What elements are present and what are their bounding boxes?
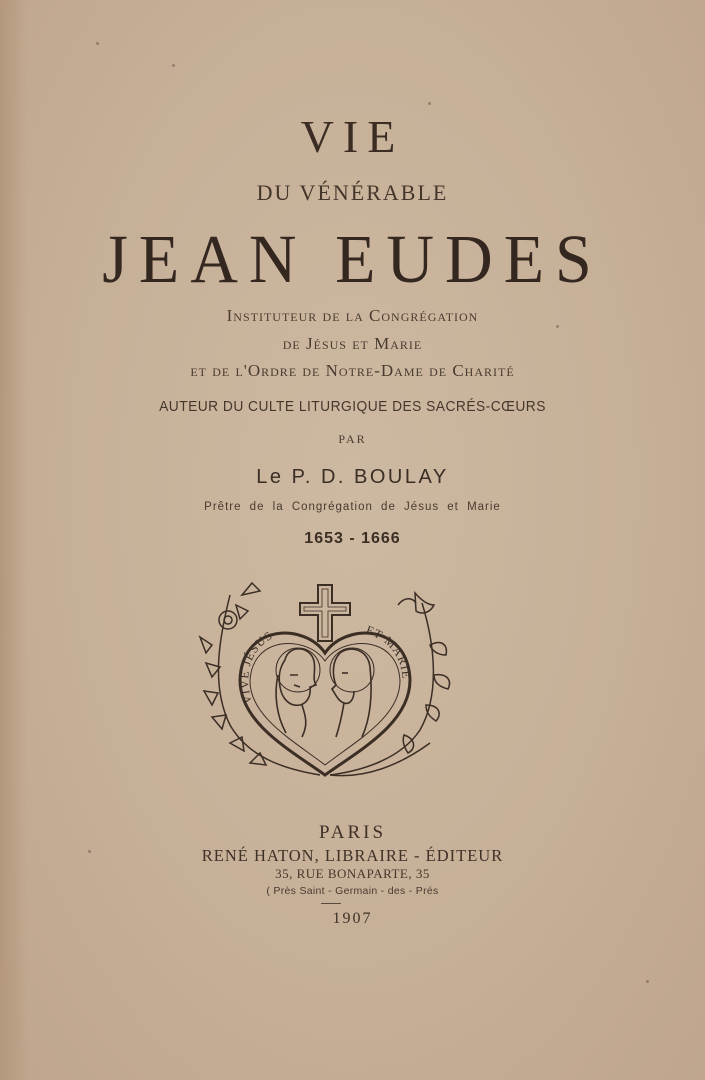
motto-right: ET MARIE — [364, 622, 414, 680]
paper-speck — [96, 42, 99, 45]
title-name: JEAN EUDES — [102, 221, 603, 298]
author-description: Prêtre de la Congrégation de Jésus et Marie — [204, 501, 501, 513]
subtitle-line-3: et de l'Ordre de Notre-Dame de Charité — [190, 361, 515, 380]
svg-text:ET MARIE — [364, 623, 413, 680]
dates: 1653 - 1666 — [304, 530, 401, 547]
paper-speck — [646, 980, 649, 983]
subtitle-line-1: Instituteur de la Congrégation — [226, 306, 479, 325]
sacred-hearts-emblem-icon — [190, 575, 460, 785]
mary-profile-icon — [330, 648, 374, 737]
imprint-city: PARIS — [318, 822, 387, 843]
heart-outline — [240, 633, 410, 775]
title-du-venerable: DU VÉNÉRABLE — [256, 180, 449, 205]
motto-left: VIVE JÉSUS — [237, 627, 276, 706]
imprint-address: 35, RUE BONAPARTE, 35 — [275, 866, 430, 881]
cross-icon — [300, 585, 350, 641]
subtitle-line-4: AUTEUR DU CULTE LITURGIQUE DES SACRÉS-CŒURS — [159, 398, 546, 415]
byline-par: PAR — [338, 432, 367, 446]
jesus-profile-icon — [276, 648, 320, 737]
imprint-publisher: RENÉ HATON, LIBRAIRE - ÉDITEUR — [201, 846, 504, 865]
paper-speck — [172, 64, 175, 67]
author-name: Le P. D. BOULAY — [256, 466, 449, 488]
title-vie: VIE — [300, 111, 405, 162]
imprint-near: ( Près Saint - Germain - des - Prés — [266, 885, 439, 897]
rose-branch-icon — [200, 583, 320, 775]
imprint-year: 1907 — [332, 910, 373, 927]
divider — [321, 903, 341, 904]
paper-speck — [428, 102, 431, 105]
subtitle-line-2: de Jésus et Marie — [282, 334, 423, 353]
svg-text:VIVE JÉSUS — [237, 628, 275, 706]
